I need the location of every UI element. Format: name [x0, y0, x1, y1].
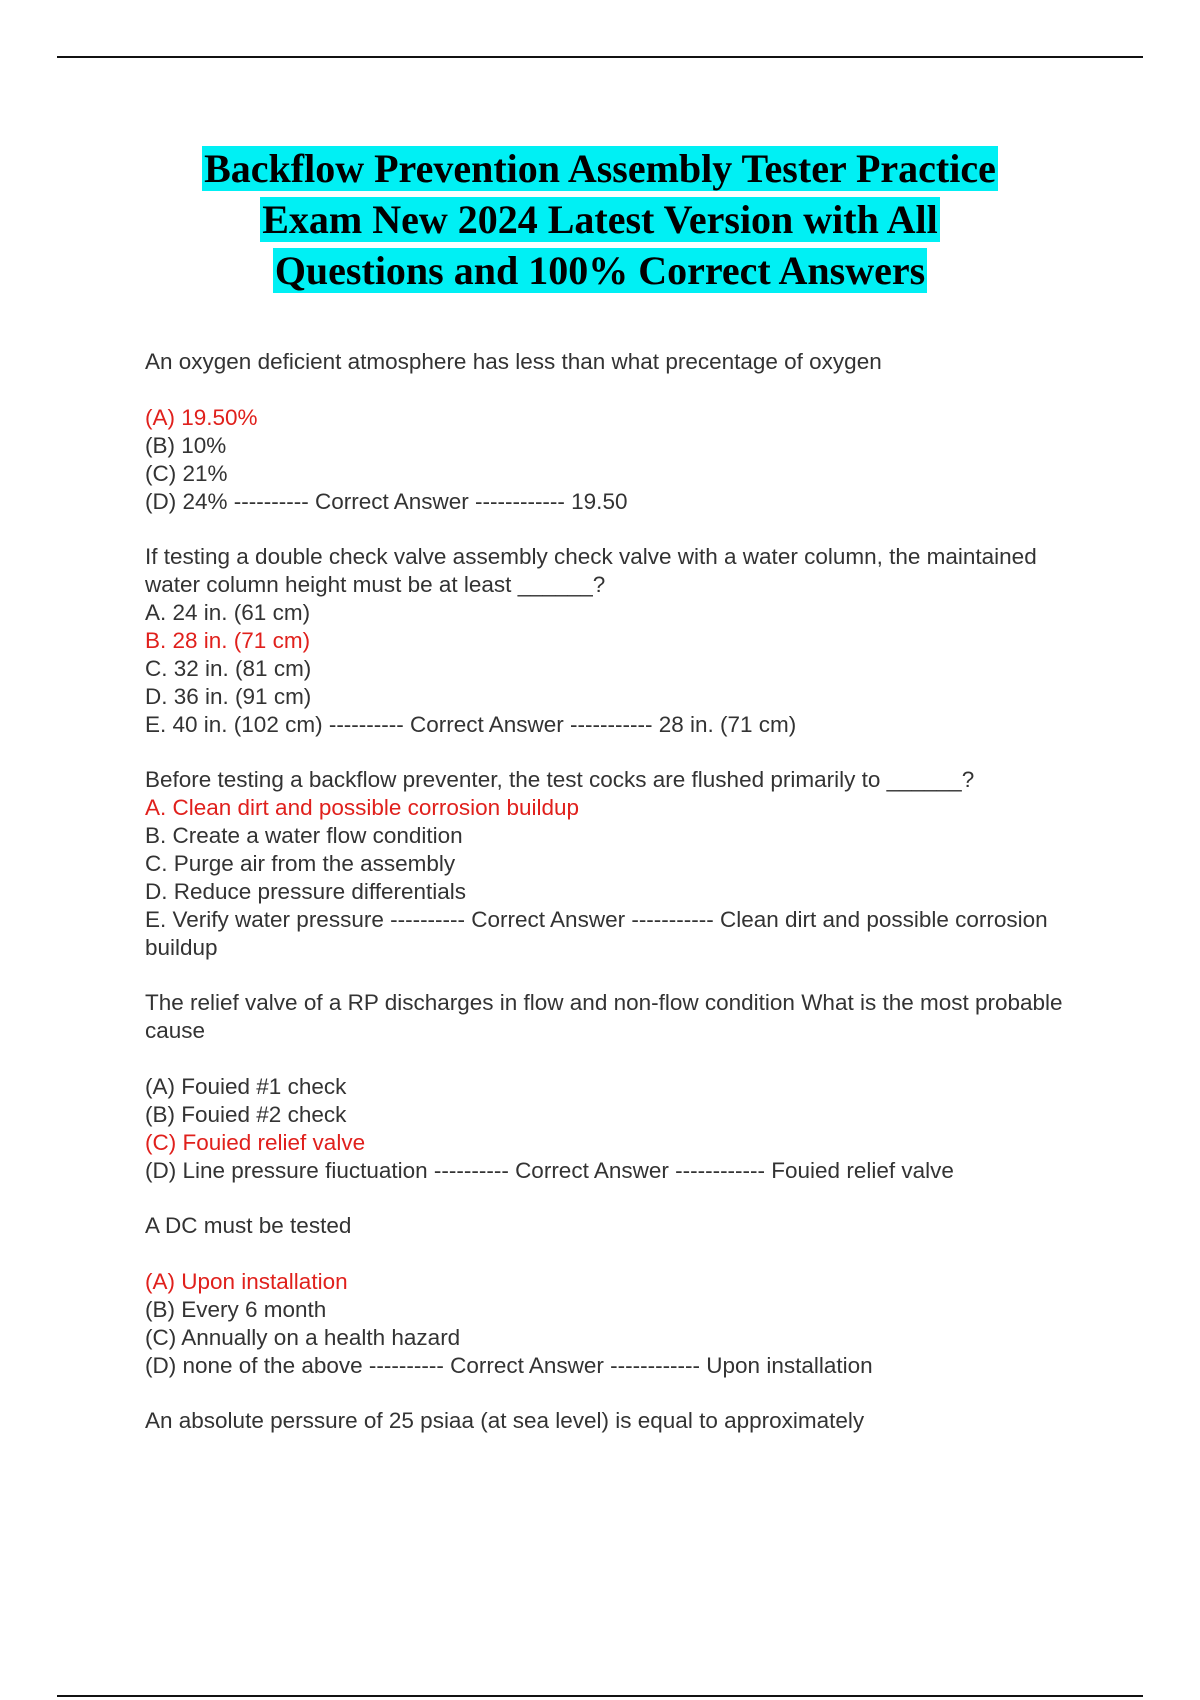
question-block	[145, 989, 1065, 1185]
option-with-answer: (D) Line pressure fiuctuation ---------- Correct Answer ------------ Fouied relief valve	[145, 1158, 954, 1183]
top-rule	[57, 56, 1143, 58]
option: B. Create a water flow condition	[145, 823, 463, 848]
option: (B) 10%	[145, 433, 227, 458]
option: (B) Fouied #2 check	[145, 1102, 347, 1127]
option: (B) Every 6 month	[145, 1297, 327, 1322]
option-correct: B. 28 in. (71 cm)	[145, 628, 311, 653]
option: D. 36 in. (91 cm)	[145, 684, 312, 709]
option: (A) Fouied #1 check	[145, 1074, 347, 1099]
option-with-answer: E. Verify water pressure ---------- Correct Answer ----------- Clean dirt and possible corrosion buildup	[145, 907, 1048, 960]
question-text: If testing a double check valve assembly check valve with a water column, the maintained water column height must be at least ______?	[145, 544, 1037, 597]
question-text: Before testing a backflow preventer, the test cocks are flushed primarily to ______?	[145, 767, 975, 792]
bottom-rule	[57, 1695, 1143, 1697]
question-text: An oxygen deficient atmosphere has less than what precentage of oxygen	[145, 349, 882, 374]
option-correct: (A) Upon installation	[145, 1269, 348, 1294]
title-line-1: Backflow Prevention Assembly Tester Practice	[204, 146, 996, 191]
option-with-answer: (D) 24% ---------- Correct Answer ------------ 19.50	[145, 489, 628, 514]
option-correct: A. Clean dirt and possible corrosion buildup	[145, 795, 580, 820]
option: C. Purge air from the assembly	[145, 851, 456, 876]
question-block	[145, 348, 1065, 516]
option-with-answer: (D) none of the above ---------- Correct Answer ------------ Upon installation	[145, 1353, 873, 1378]
option: (C) Annually on a health hazard	[145, 1325, 461, 1350]
question-text: An absolute perssure of 25 psiaa (at sea level) is equal to approximately	[145, 1408, 865, 1433]
document-title	[0, 143, 1200, 296]
option: A. 24 in. (61 cm)	[145, 600, 311, 625]
title-line-3: Questions and 100% Correct Answers	[274, 248, 926, 293]
option-correct: (C) Fouied relief valve	[145, 1130, 366, 1155]
question-text: A DC must be tested	[145, 1213, 352, 1238]
option: C. 32 in. (81 cm)	[145, 656, 312, 681]
question-block	[145, 543, 1065, 739]
option: (C) 21%	[145, 461, 228, 486]
option: D. Reduce pressure differentials	[145, 879, 466, 904]
question-block	[145, 1407, 1065, 1435]
title-line-2: Exam New 2024 Latest Version with All	[262, 197, 938, 242]
question-block	[145, 766, 1065, 962]
question-block	[145, 1212, 1065, 1380]
question-text: The relief valve of a RP discharges in flow and non-flow condition What is the most probable cause	[145, 990, 1063, 1043]
option-with-answer: E. 40 in. (102 cm) ---------- Correct Answer ----------- 28 in. (71 cm)	[145, 712, 797, 737]
option-correct: (A) 19.50%	[145, 405, 258, 430]
question-list	[145, 348, 1065, 1462]
